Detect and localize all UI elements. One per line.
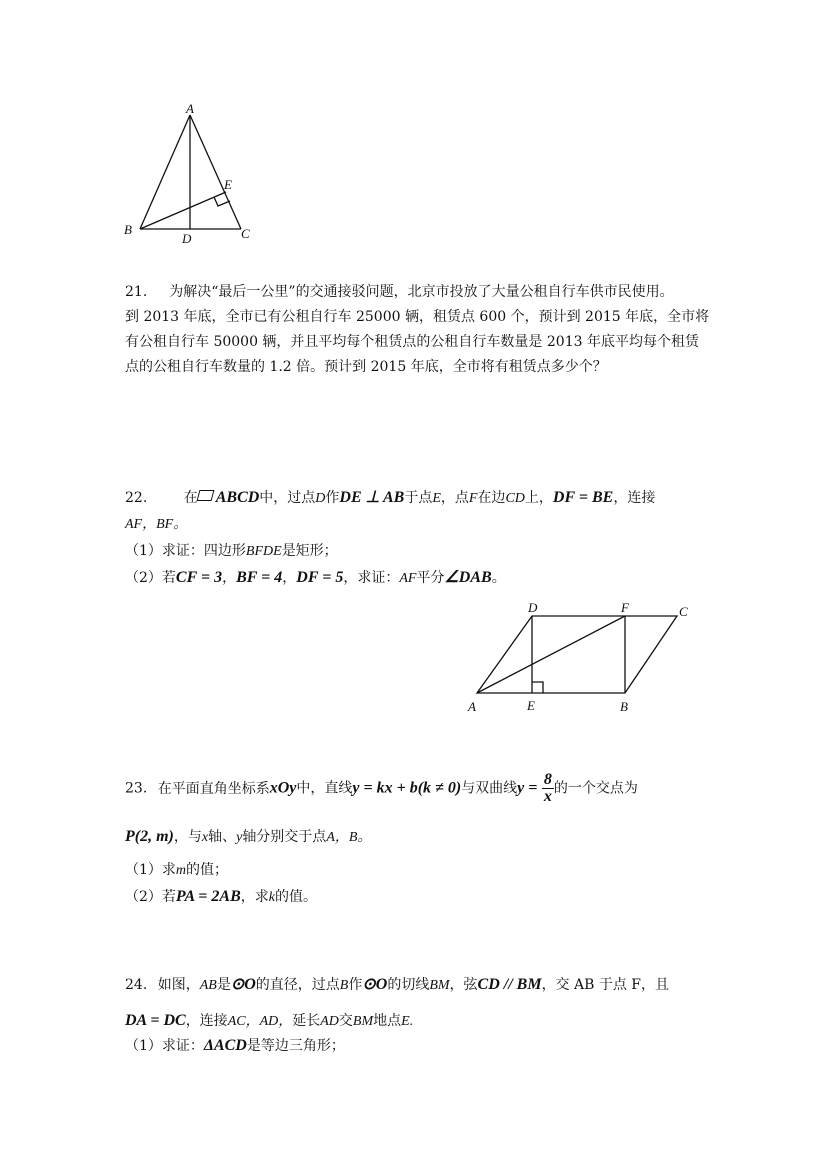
q24-circle-o: ⊙O [230,976,256,993]
q22-number: 22. [125,490,148,506]
q21-line3: 有公租自行车 50000 辆，并且平均每个租赁点的公租自行车数量是 2013 年底平均每个租赁 [125,334,699,350]
label-b: B [124,222,132,237]
right-angle-mark [532,682,543,693]
q22-t7: 上， [524,490,553,506]
q22-s2-b: ，求证： [343,570,400,586]
q24-s1-tri: ΔACD [203,1037,247,1054]
q21-number: 21. [125,284,148,300]
label-d: D [182,231,192,246]
q23-l2-c: 轴分别交于点 [242,829,327,845]
q23-l2-pts: A，B。 [326,830,372,845]
q22-s2-angle: ∠DAB [444,569,492,586]
q24-l2-c: 交 [338,1013,353,1029]
q22-e: E [432,491,441,506]
q22-t4: 于点 [404,490,433,506]
q23-t2: 中，直线 [296,780,353,797]
q23-t1: 在平面直角坐标系 [157,780,270,797]
q23-sub2 [125,884,317,910]
label-c: C [679,604,688,619]
q24-t6: ，弦 [449,977,478,993]
q24-t4: 作 [348,977,363,993]
q22-s2-c2: ， [282,570,297,586]
q23-line2 [125,824,371,850]
q21-line2: 到 2013 年底，全市已有公租自行车 25000 辆，租赁点 600 个，预计到 2015 年底，全市将 [125,309,710,325]
segment-ab [140,115,190,229]
q22-t6: 在边 [477,490,506,506]
q24-t5: 的切线 [387,977,430,993]
q24-l2-ad: AD [320,1014,339,1029]
q23-s1-a: （1）求 [125,862,176,878]
q23-l2-b: 轴、 [208,829,237,845]
q21-line1 [125,280,674,305]
q23-line-eq: y = kx + b(k ≠ 0) [352,779,462,797]
q22-line2: AF，BF。 [125,517,188,532]
q24-l2-pts: AC，AD， [227,1014,293,1029]
q23-s2-c: 的值。 [274,889,317,905]
q24-l2-d: 地点 [373,1013,402,1029]
q23-y-eq: y = [517,779,538,797]
q22-s2-c1: ， [222,570,237,586]
q21-text-1: 为解决“最后一公里”的交通接驳问题，北京市投放了大量公租自行车供市民使用。 [169,284,674,300]
q23-t4: 的一个交点为 [553,780,638,797]
q22-sub2 [125,565,506,591]
q24-t7: ，交 AB 于点 F，且 [541,977,670,993]
q22-sub1 [125,539,338,564]
q24-l2-a: ，连接 [185,1013,228,1029]
q24-s1-b: 是等边三角形； [246,1038,345,1054]
q23-s2-b: ，求 [240,889,269,905]
q22-t2: 中，过点 [259,490,316,506]
q24-l2-bm: BM [352,1014,374,1029]
q22-s2-end: 。 [491,570,506,586]
q24-bm: BM [429,978,450,993]
q22-t3: 作 [325,490,340,506]
q22-s2-df: DF = 5 [296,569,344,586]
q24-sub1 [125,1033,345,1059]
q21-line4: 点的公租自行车数量的 1.2 倍。预计到 2015 年底，全市将有租赁点多少个？ [125,359,607,375]
q22-t1: 在 [183,490,198,506]
q22-s2-bf: BF = 4 [236,569,283,586]
q22-s1-a: （1）求证：四边形 [125,543,246,559]
q23-point: P(2, m) [125,828,174,845]
label-c: C [241,226,250,241]
label-f: F [621,600,629,615]
q24-ab: AB [199,978,217,993]
q22-eq: DF = BE [552,489,614,506]
q23-frac-den: x [543,788,552,805]
label-b: B [620,699,628,714]
q24-parallel: CD // BM [477,976,542,993]
q24-line2 [125,1008,413,1034]
q22-abcd: ABCD [215,489,260,506]
q24-eq: DA = DC [125,1012,186,1029]
segment-ac [190,115,241,229]
parallelogram-abcd [477,616,677,693]
q24-number: 24. [125,977,148,993]
label-a: A [186,101,194,116]
q23-s1-m: m [175,863,187,878]
label-e: E [224,177,232,192]
q22-s2-cf: CF = 3 [175,569,223,586]
parallelogram-symbol-icon [196,490,214,501]
q23-number: 23. [125,780,148,797]
q23-sub1 [125,858,228,883]
q23-s1-b: 的值； [186,862,229,878]
q24-t3: 的直径，过点 [255,977,340,993]
q22-s2-a: （2）若 [125,570,176,586]
q23-t3: 与双曲线 [461,780,518,797]
q24-t1: 如图， [157,977,200,993]
q23-l2-x: x [201,830,209,845]
q23-fraction [542,772,554,805]
segment-af [477,616,625,693]
q24-s1-a: （1）求证： [125,1038,204,1054]
segment-be [140,192,226,229]
q22-line1 [125,485,655,511]
q23-s2-eq: PA = 2AB [175,888,241,905]
q23-line1 [125,772,638,805]
q22-s2-af: AF [399,571,417,586]
triangle-figure [120,101,260,246]
q22-d: D [315,491,326,506]
label-a: A [468,699,476,714]
q24-circle-o-2: ⊙O [362,976,388,993]
q22-t5: ，点 [440,490,469,506]
label-e: E [527,698,535,713]
q23-s2-k: k [268,890,275,905]
q24-l2-b: 延长 [292,1013,321,1029]
label-d: D [528,600,538,615]
q24-line1 [125,972,669,998]
q23-frac-num: 8 [543,771,552,788]
q22-cd: CD [505,491,525,506]
q22-t8: ，连接 [613,490,656,506]
q22-f: F [468,491,478,506]
q24-b: B [339,978,349,993]
q22-s1-b: 是矩形； [281,543,338,559]
q22-perp: DE ⊥ AB [339,489,405,506]
parallelogram-figure [460,600,700,720]
q23-s2-a: （2）若 [125,889,176,905]
q23-l2-a: ，与 [173,829,202,845]
q23-l2-y: y [236,830,243,845]
q24-l2-e: E. [401,1014,414,1029]
q22-s2-c: 平分 [416,570,445,586]
q23-xoy: xOy [269,779,297,797]
q22-s1-quad: BFDE [245,544,282,559]
q24-t2: 是 [216,977,231,993]
